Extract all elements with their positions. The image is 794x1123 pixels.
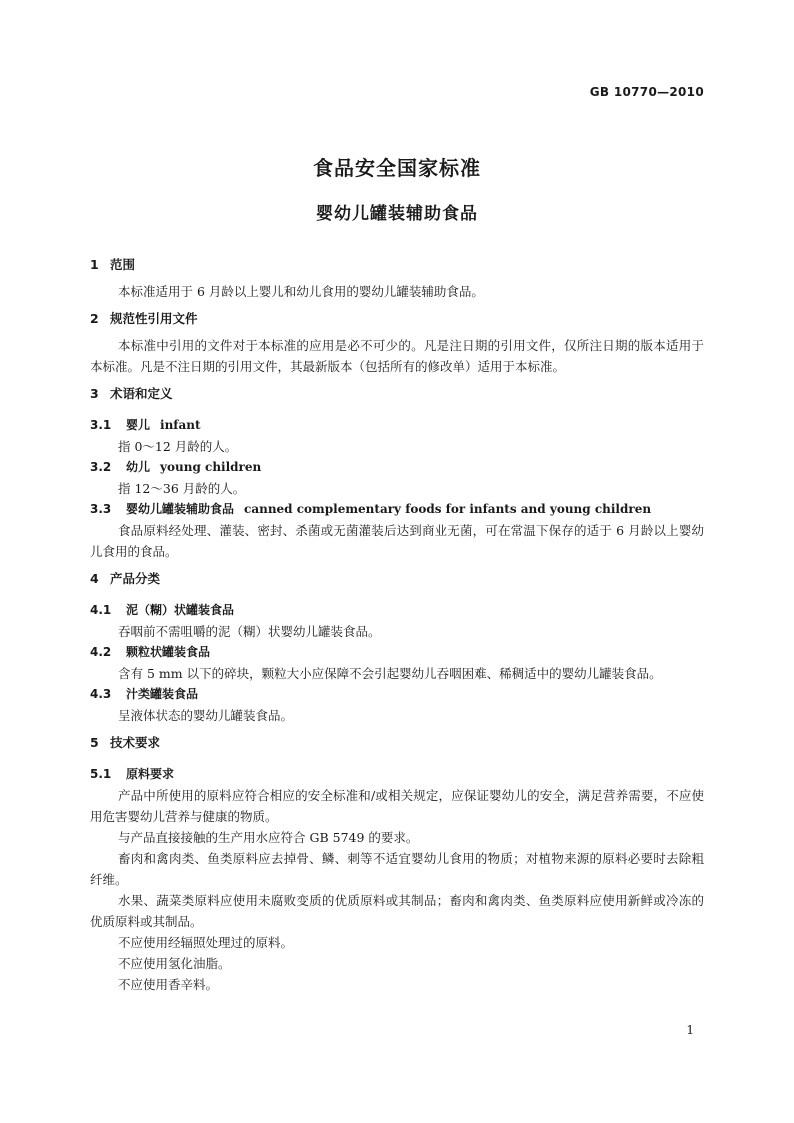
subsection-title: 泥（糊）状罐装食品 [126,603,235,617]
page-number: 1 [686,1023,694,1037]
subsection-number: 4.2 [90,645,112,659]
section-heading-normative-references [90,308,704,329]
section-heading-product-classification [90,568,704,589]
subsection-english-term: canned complementary foods for infants and young children [244,502,652,516]
section-title: 技术要求 [110,735,161,750]
section-title: 产品分类 [110,571,161,586]
subsection-heading-young-children [90,457,704,478]
paragraph: 畜肉和禽肉类、鱼类原料应去掉骨、鳞、刺等不适宜婴幼儿食用的物质；对植物来源的原料必要时去除粗纤维。 [90,851,704,887]
section-heading-technical-requirements [90,732,704,753]
section-heading-scope [90,254,704,275]
document-subtitle: 婴幼儿罐装辅助食品 [316,204,478,224]
subsection-heading-canned-complementary-foods [90,499,704,520]
section-number: 3 [90,386,99,401]
subsection-title: 汁类罐装食品 [126,687,199,701]
subsection-number: 3.1 [90,418,112,432]
subsection-number: 4.3 [90,687,112,701]
paragraph: 本标准适用于 6 月龄以上婴儿和幼儿食用的婴幼儿罐装辅助食品。 [118,284,484,299]
subsection-english-term: young children [160,460,262,474]
paragraph: 食品原料经处理、灌装、密封、杀菌或无菌灌装后达到商业无菌，可在常温下保存的适于 6 月龄以上婴幼儿食用的食品。 [90,523,704,559]
subsection-title: 原料要求 [126,767,175,781]
subsection-title: 颗粒状罐装食品 [126,645,211,659]
section-heading-terms-definitions [90,383,704,404]
section-title: 术语和定义 [110,386,173,401]
paragraph: 呈液体状态的婴幼儿罐装食品。 [118,708,294,723]
subsection-heading-juice [90,684,704,705]
subsection-english-term: infant [160,418,201,432]
section-number: 4 [90,571,99,586]
paragraph: 不应使用香辛料。 [118,977,219,992]
subsection-heading-raw-materials [90,764,704,785]
subsection-heading-infant [90,415,704,436]
subsection-number: 4.1 [90,603,112,617]
subsection-number: 3.2 [90,460,112,474]
paragraph: 指 12～36 月龄的人。 [118,481,246,496]
paragraph: 水果、蔬菜类原料应使用未腐败变质的优质原料或其制品；畜肉和禽肉类、鱼类原料应使用新鲜或冷冻的优质原料或其制品。 [90,893,704,929]
subsection-title: 婴幼儿罐装辅助食品 [126,502,235,516]
subsection-heading-puree [90,600,704,621]
document-body [90,254,704,995]
paragraph: 产品中所使用的原料应符合相应的安全标准和/或相关规定，应保证婴幼儿的安全，满足营养需要，不应使用危害婴幼儿营养与健康的物质。 [90,788,704,824]
subsection-title: 婴儿 [126,418,151,432]
paragraph: 吞咽前不需咀嚼的泥（糊）状婴幼儿罐装食品。 [118,624,381,639]
section-number: 1 [90,257,99,272]
subsection-heading-granular [90,642,704,663]
paragraph: 本标准中引用的文件对于本标准的应用是必不可少的。凡是注日期的引用文件，仅所注日期的版本适用于本标准。凡是不注日期的引用文件，其最新版本（包括所有的修改单）适用于本标准。 [90,338,704,374]
paragraph: 不应使用经辐照处理过的原料。 [118,935,294,950]
paragraph: 与产品直接接触的生产用水应符合 GB 5749 的要求。 [118,830,419,845]
subsection-number: 5.1 [90,767,112,781]
section-title: 范围 [110,257,136,272]
standard-code: GB 10770—2010 [589,85,704,99]
subsection-title: 幼儿 [126,460,151,474]
paragraph: 指 0～12 月龄的人。 [118,439,238,454]
paragraph: 含有 5 mm 以下的碎块，颗粒大小应保障不会引起婴幼儿吞咽困难、稀稠适中的婴幼儿罐装食品。 [118,666,662,681]
section-title: 规范性引用文件 [110,311,198,326]
paragraph: 不应使用氢化油脂。 [118,956,231,971]
section-number: 2 [90,311,99,326]
document-title: 食品安全国家标准 [313,156,481,180]
section-number: 5 [90,735,99,750]
subsection-number: 3.3 [90,502,112,516]
